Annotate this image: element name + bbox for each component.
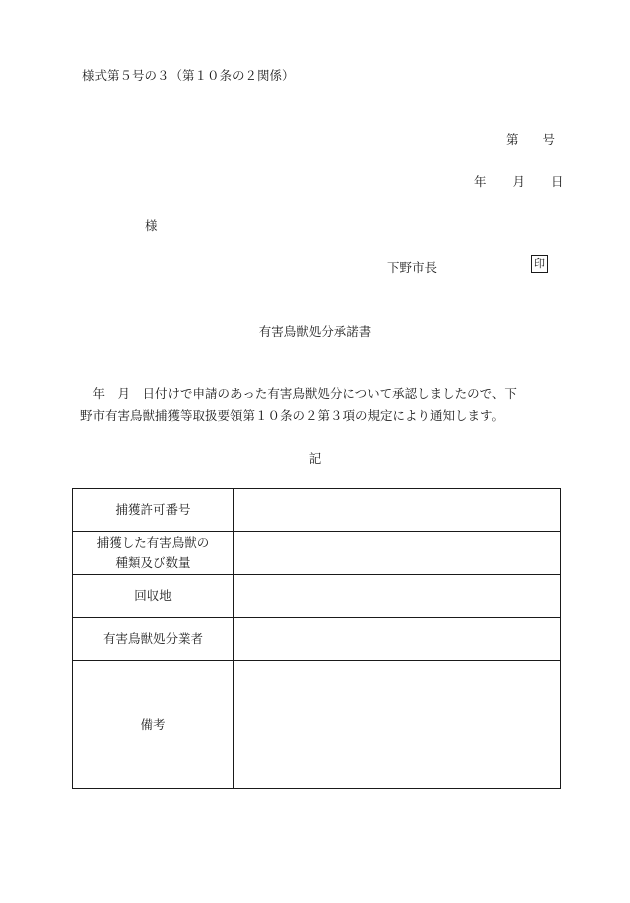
date-month: 月 [512,174,526,189]
table-row [73,489,561,532]
permit-number-field[interactable] [234,489,561,532]
disposal-contractor-label: 有害鳥獣処分業者 [73,618,234,661]
document-title: 有害鳥獣処分承諾書 [258,324,372,339]
document-number [506,130,555,148]
collection-site-label: 回収地 [73,575,234,618]
form-number-label: 様式第５号の３（第１０条の２関係） [82,68,295,83]
issuer-name: 下野市長 [387,260,438,275]
species-quantity-label-line: 種類及び数量 [115,555,191,570]
species-quantity-field[interactable] [234,532,561,575]
recipient-honorific: 様 [145,218,158,233]
document-number-prefix: 第 [506,132,519,147]
permit-number-label: 捕獲許可番号 [73,489,234,532]
details-table [72,488,561,789]
notice-body-line: 野市有害鳥獣捕獲等取扱要領第１０条の２第３項の規定により通知します。 [80,408,505,423]
notice-body [80,383,555,427]
collection-site-field[interactable] [234,575,561,618]
species-quantity-label-line: 捕獲した有害鳥獣の [96,535,210,550]
document-number-suffix: 号 [542,132,556,147]
remarks-field[interactable] [234,661,561,789]
issue-date [474,172,564,190]
disposal-contractor-field[interactable] [234,618,561,661]
seal-stamp: 印 [531,255,548,273]
species-quantity-label [73,532,234,575]
notice-body-line: 年 月 日付けで申請のあった有害鳥獣処分について承認しましたので、下 [80,386,517,401]
date-day: 日 [551,174,564,189]
table-row [73,618,561,661]
remarks-label: 備考 [73,661,234,789]
ki-heading: 記 [308,451,322,466]
table-row [73,532,561,575]
table-row [73,575,561,618]
table-row [73,661,561,789]
date-year: 年 [474,174,487,189]
